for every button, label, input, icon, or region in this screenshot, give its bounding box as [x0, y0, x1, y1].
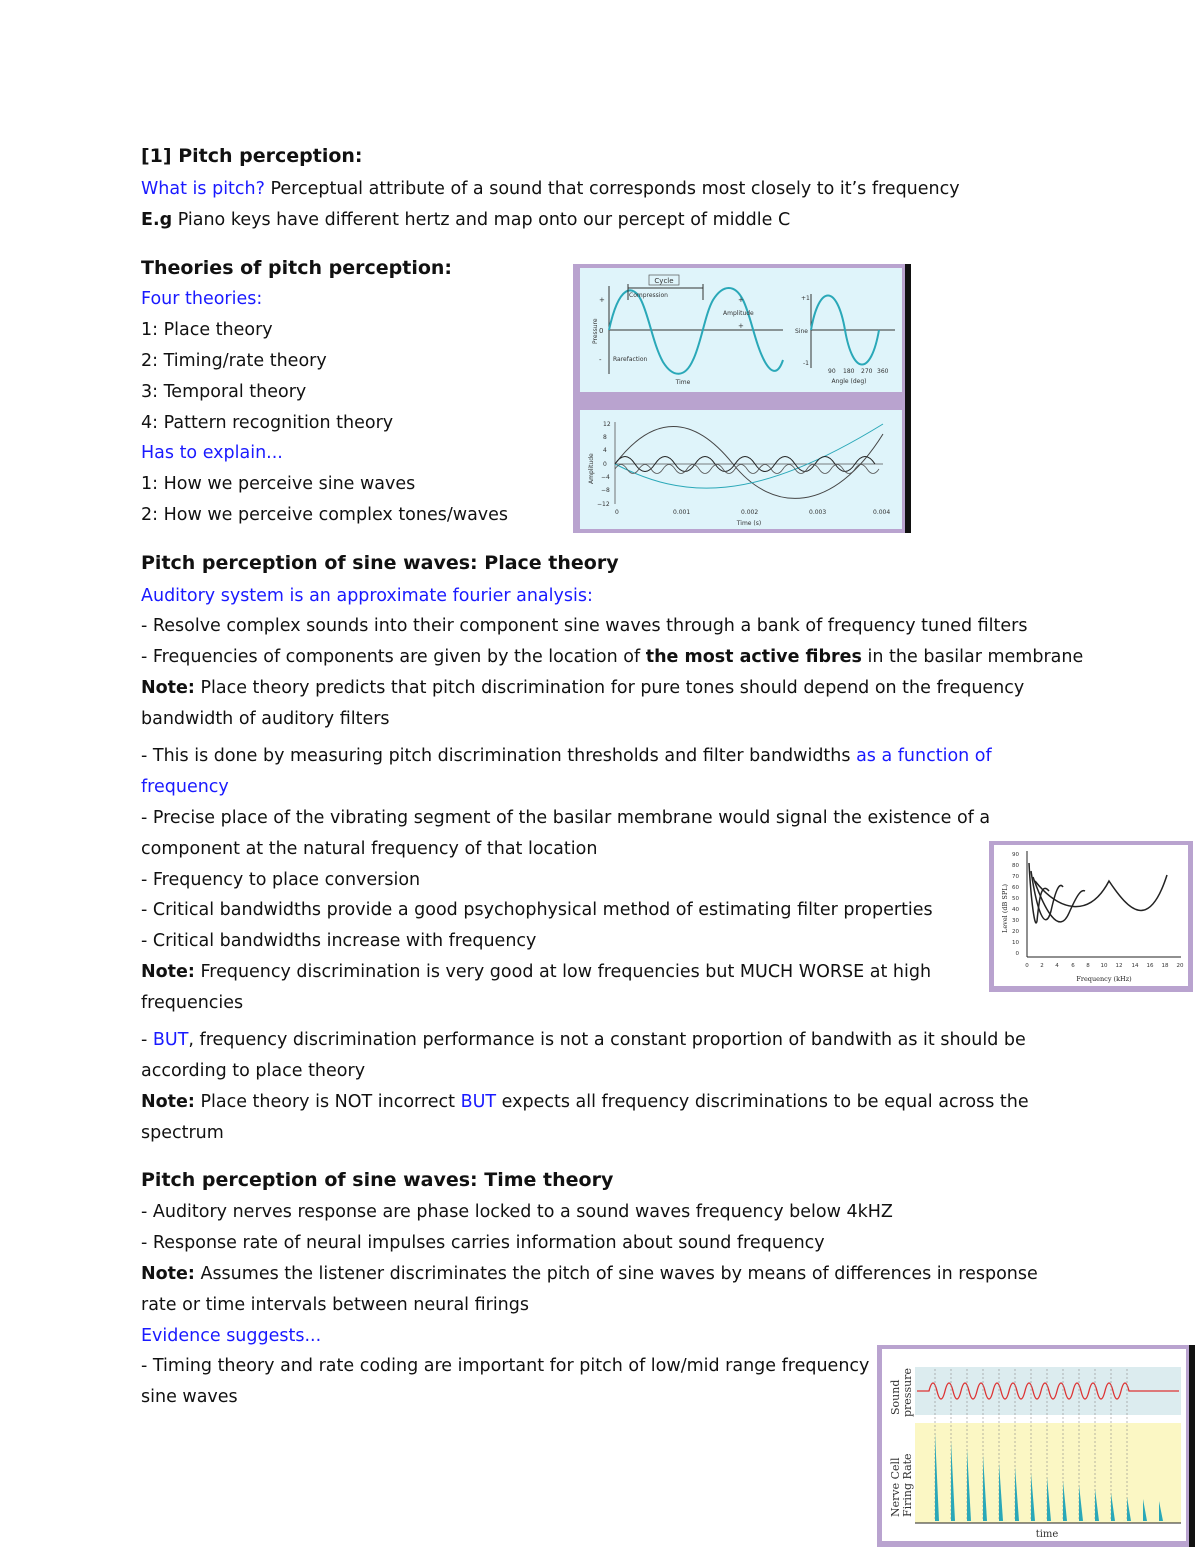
angle-axis-label: Angle (deg): [831, 378, 867, 385]
tuning-xlabel: Frequency (kHz): [1076, 975, 1132, 983]
plus-sign: +: [599, 296, 605, 304]
svg-text:10: 10: [1012, 940, 1019, 946]
svg-text:40: 40: [1012, 907, 1019, 913]
pitch-example: E.g Piano keys have different hertz and map onto our percept of middle C: [141, 210, 791, 230]
four-theories-label: Four theories:: [141, 289, 263, 309]
svg-text:0.004: 0.004: [873, 509, 891, 516]
place-note-cont: frequencies: [141, 993, 244, 1013]
svg-text:0: 0: [603, 461, 607, 468]
svg-text:−12: −12: [597, 501, 610, 508]
svg-text:+1: +1: [801, 295, 810, 302]
time-axis-label: Time: [675, 379, 691, 386]
explain-item: 1: How we perceive sine waves: [141, 474, 416, 494]
place-bullet: - Critical bandwidths provide a good psychophysical method of estimating filter properties: [141, 900, 933, 920]
firing-rate-figure: [877, 1345, 1195, 1547]
svg-text:360: 360: [877, 368, 889, 375]
complex-ylabel: Amplitude: [588, 453, 595, 484]
section-heading-theories: Theories of pitch perception:: [141, 257, 453, 279]
svg-text:6: 6: [1071, 963, 1075, 969]
cycle-label: Cycle: [654, 277, 674, 285]
evidence-label: Evidence suggests...: [141, 1326, 322, 1346]
svg-text:0: 0: [615, 509, 619, 516]
svg-text:0.001: 0.001: [673, 509, 691, 516]
compression-label: Compression: [629, 292, 668, 299]
place-bullet: - Frequencies of components are given by the location of the most active fibres in the basilar membrane: [141, 647, 1084, 667]
place-bullet: - Resolve complex sounds into their component sine waves through a bank of frequency tuned filters: [141, 616, 1028, 636]
time-note: Note: Assumes the listener discriminates the pitch of sine waves by means of differences in response: [141, 1264, 1038, 1284]
svg-text:0: 0: [1025, 963, 1029, 969]
complex-xlabel: Time (s): [736, 520, 762, 527]
svg-text:12: 12: [1115, 963, 1123, 969]
svg-text:20: 20: [1012, 929, 1019, 935]
explain-label: Has to explain...: [141, 443, 283, 463]
theory-item: 4: Pattern recognition theory: [141, 413, 394, 433]
theory-item: 2: Timing/rate theory: [141, 351, 327, 371]
explain-item: 2: How we perceive complex tones/waves: [141, 505, 509, 525]
svg-text:0.002: 0.002: [741, 509, 759, 516]
place-bullet: - Critical bandwidths increase with frequency: [141, 931, 537, 951]
place-bullet: - BUT, frequency discrimination performance is not a constant proportion of bandwith as it should be: [141, 1030, 1026, 1050]
svg-text:30: 30: [1012, 918, 1019, 924]
time-bullet-cont: sine waves: [141, 1387, 238, 1407]
place-bullet: - Precise place of the vibrating segment of the basilar membrane would signal the existence of a: [141, 808, 991, 828]
svg-text:16: 16: [1146, 963, 1154, 969]
zero-label: 0: [599, 327, 604, 335]
svg-text:70: 70: [1012, 874, 1019, 880]
svg-text:270: 270: [861, 368, 873, 375]
section-heading-place-theory: Pitch perception of sine waves: Place theory: [141, 552, 619, 574]
svg-text:60: 60: [1012, 885, 1019, 891]
place-note: Note: Place theory is NOT incorrect BUT expects all frequency discriminations to be equal across the: [141, 1092, 1029, 1112]
section-heading-pitch: [1] Pitch perception:: [141, 145, 363, 167]
section-heading-time-theory: Pitch perception of sine waves: Time theory: [141, 1169, 614, 1191]
place-note: Note: Place theory predicts that pitch discrimination for pure tones should depend on the frequency: [141, 678, 1025, 698]
nerve-cell-label: Nerve Cell: [889, 1457, 902, 1517]
tuning-curves-figure: [989, 841, 1193, 992]
svg-text:80: 80: [1012, 863, 1019, 869]
svg-text:10: 10: [1100, 963, 1108, 969]
svg-text:20: 20: [1176, 963, 1184, 969]
sine-wave-figure: [573, 264, 911, 533]
svg-text:90: 90: [828, 368, 836, 375]
svg-text:180: 180: [843, 368, 855, 375]
minus-sign: -: [599, 356, 602, 364]
svg-text:18: 18: [1161, 963, 1169, 969]
firing-time-label: time: [1035, 1529, 1059, 1540]
svg-text:2: 2: [1040, 963, 1044, 969]
plus-sign: +: [738, 296, 744, 304]
place-bullet: - This is done by measuring pitch discrimination thresholds and filter bandwidths as a function of: [141, 746, 992, 766]
sound-label: Sound: [889, 1379, 902, 1415]
theory-item: 3: Temporal theory: [141, 382, 307, 402]
place-note: Note: Frequency discrimination is very good at low frequencies but MUCH WORSE at high: [141, 962, 932, 982]
tuning-ylabel: Level (dB SPL): [1001, 883, 1009, 933]
place-note-cont: spectrum: [141, 1123, 224, 1143]
place-bullet-cont: component at the natural frequency of that location: [141, 839, 598, 859]
svg-text:−4: −4: [601, 474, 610, 481]
svg-text:0: 0: [1015, 951, 1019, 957]
svg-text:14: 14: [1131, 963, 1139, 969]
place-bullet: - Frequency to place conversion: [141, 870, 421, 890]
pressure-axis-label: Pressure: [592, 318, 599, 344]
place-intro: Auditory system is an approximate fourier analysis:: [141, 586, 593, 606]
svg-text:−8: −8: [601, 487, 610, 494]
svg-text:90: 90: [1012, 852, 1019, 858]
place-bullet-cont: frequency: [141, 777, 229, 797]
time-note-cont: rate or time intervals between neural firings: [141, 1295, 529, 1315]
svg-text:Sine: Sine: [795, 328, 808, 335]
svg-text:8: 8: [1086, 963, 1090, 969]
pitch-question-label: What is pitch?: [141, 179, 265, 199]
time-bullet: - Response rate of neural impulses carries information about sound frequency: [141, 1233, 825, 1253]
svg-text:50: 50: [1012, 896, 1019, 902]
place-note-cont: bandwidth of auditory filters: [141, 709, 390, 729]
theory-item: 1: Place theory: [141, 320, 273, 340]
svg-text:4: 4: [603, 447, 607, 454]
place-bullet-cont: according to place theory: [141, 1061, 366, 1081]
time-bullet: - Timing theory and rate coding are important for pitch of low/mid range frequency: [141, 1356, 870, 1376]
svg-text:8: 8: [603, 434, 607, 441]
pressure-label: pressure: [901, 1368, 914, 1417]
plus-sign: +: [738, 322, 744, 330]
svg-text:4: 4: [1055, 963, 1059, 969]
pitch-definition: What is pitch? Perceptual attribute of a sound that corresponds most closely to it’s frequency: [141, 179, 960, 199]
svg-text:-1: -1: [803, 360, 809, 367]
svg-text:0.003: 0.003: [809, 509, 827, 516]
firing-rate-label: Firing Rate: [901, 1453, 914, 1517]
time-bullet: - Auditory nerves response are phase locked to a sound waves frequency below 4kHZ: [141, 1202, 893, 1222]
amplitude-label: Amplitude: [723, 310, 754, 317]
svg-text:12: 12: [603, 421, 611, 428]
rarefaction-label: Rarefaction: [613, 356, 648, 363]
